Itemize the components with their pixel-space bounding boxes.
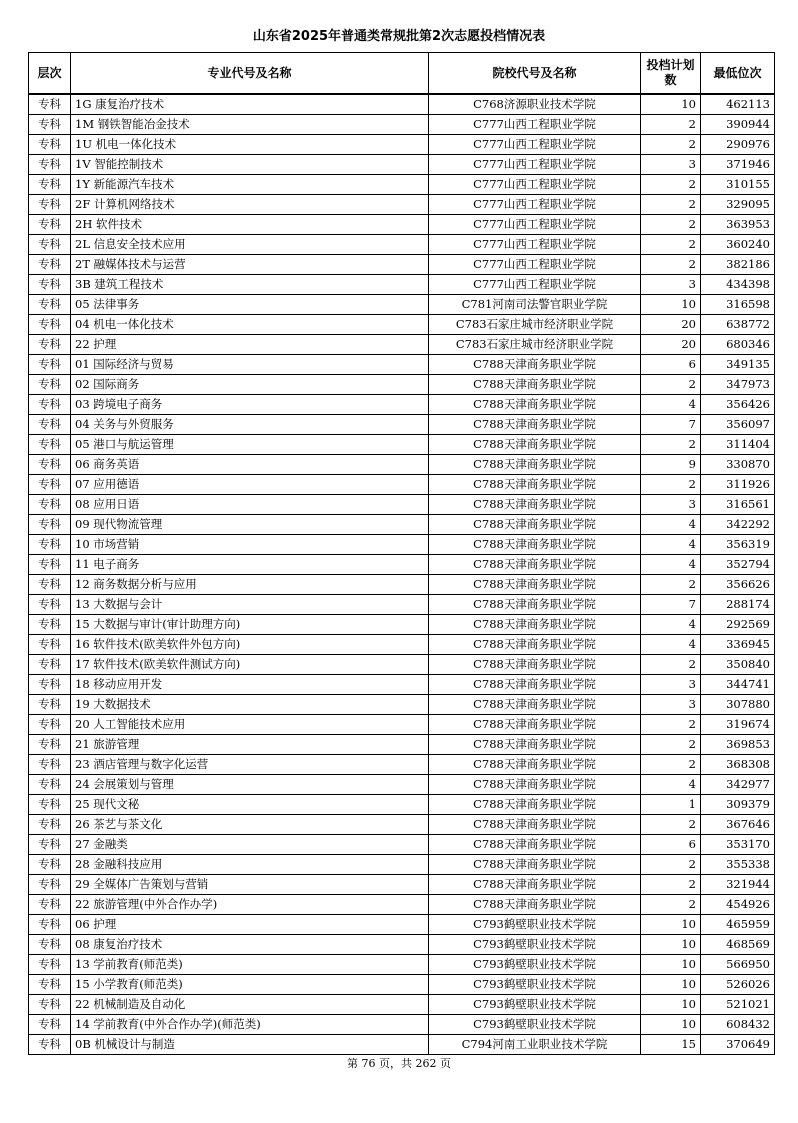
level-cell: 专科	[29, 94, 71, 115]
table-row	[29, 115, 775, 135]
table-body	[29, 94, 775, 1055]
plan-cell: 7	[641, 415, 701, 435]
plan-cell: 6	[641, 835, 701, 855]
table-row	[29, 935, 775, 955]
plan-cell: 10	[641, 94, 701, 115]
school-cell: C788天津商务职业学院	[429, 495, 641, 515]
rank-cell: 292569	[701, 615, 775, 635]
level-cell: 专科	[29, 775, 71, 795]
rank-cell: 462113	[701, 94, 775, 115]
rank-cell: 608432	[701, 1015, 775, 1035]
table-row	[29, 1015, 775, 1035]
rank-cell: 311404	[701, 435, 775, 455]
level-cell: 专科	[29, 955, 71, 975]
table-row	[29, 915, 775, 935]
level-cell: 专科	[29, 495, 71, 515]
level-cell: 专科	[29, 855, 71, 875]
header-plan: 投档计划数	[641, 53, 701, 95]
level-cell: 专科	[29, 435, 71, 455]
plan-cell: 7	[641, 595, 701, 615]
school-cell: C788天津商务职业学院	[429, 815, 641, 835]
major-cell: 2L 信息安全技术应用	[71, 235, 429, 255]
school-cell: C788天津商务职业学院	[429, 735, 641, 755]
level-cell: 专科	[29, 635, 71, 655]
table-row	[29, 615, 775, 635]
level-cell: 专科	[29, 355, 71, 375]
school-cell: C788天津商务职业学院	[429, 875, 641, 895]
major-cell: 23 酒店管理与数字化运营	[71, 755, 429, 775]
table-row	[29, 235, 775, 255]
level-cell: 专科	[29, 375, 71, 395]
table-row	[29, 955, 775, 975]
major-cell: 11 电子商务	[71, 555, 429, 575]
plan-cell: 4	[641, 775, 701, 795]
school-cell: C783石家庄城市经济职业学院	[429, 335, 641, 355]
school-cell: C777山西工程职业学院	[429, 255, 641, 275]
level-cell: 专科	[29, 595, 71, 615]
school-cell: C793鹤壁职业技术学院	[429, 915, 641, 935]
plan-cell: 15	[641, 1035, 701, 1055]
rank-cell: 363953	[701, 215, 775, 235]
rank-cell: 355338	[701, 855, 775, 875]
header-level: 层次	[29, 53, 71, 95]
level-cell: 专科	[29, 735, 71, 755]
major-cell: 21 旅游管理	[71, 735, 429, 755]
plan-cell: 2	[641, 435, 701, 455]
rank-cell: 434398	[701, 275, 775, 295]
plan-cell: 2	[641, 215, 701, 235]
plan-cell: 10	[641, 1015, 701, 1035]
rank-cell: 330870	[701, 455, 775, 475]
school-cell: C793鹤壁职业技术学院	[429, 1015, 641, 1035]
major-cell: 28 金融科技应用	[71, 855, 429, 875]
rank-cell: 356626	[701, 575, 775, 595]
major-cell: 1V 智能控制技术	[71, 155, 429, 175]
level-cell: 专科	[29, 335, 71, 355]
level-cell: 专科	[29, 895, 71, 915]
major-cell: 03 跨境电子商务	[71, 395, 429, 415]
major-cell: 04 机电一体化技术	[71, 315, 429, 335]
rank-cell: 368308	[701, 755, 775, 775]
rank-cell: 310155	[701, 175, 775, 195]
school-cell: C788天津商务职业学院	[429, 835, 641, 855]
table-row	[29, 555, 775, 575]
rank-cell: 356426	[701, 395, 775, 415]
major-cell: 13 大数据与会计	[71, 595, 429, 615]
table-row	[29, 695, 775, 715]
table-row	[29, 975, 775, 995]
table-row	[29, 655, 775, 675]
major-cell: 07 应用德语	[71, 475, 429, 495]
school-cell: C777山西工程职业学院	[429, 115, 641, 135]
level-cell: 专科	[29, 155, 71, 175]
major-cell: 19 大数据技术	[71, 695, 429, 715]
rank-cell: 309379	[701, 795, 775, 815]
major-cell: 29 全媒体广告策划与营销	[71, 875, 429, 895]
level-cell: 专科	[29, 295, 71, 315]
table-row	[29, 755, 775, 775]
school-cell: C793鹤壁职业技术学院	[429, 935, 641, 955]
plan-cell: 2	[641, 655, 701, 675]
plan-cell: 9	[641, 455, 701, 475]
level-cell: 专科	[29, 115, 71, 135]
major-cell: 18 移动应用开发	[71, 675, 429, 695]
school-cell: C788天津商务职业学院	[429, 695, 641, 715]
school-cell: C783石家庄城市经济职业学院	[429, 315, 641, 335]
header-major: 专业代号及名称	[71, 53, 429, 95]
table-row	[29, 795, 775, 815]
major-cell: 01 国际经济与贸易	[71, 355, 429, 375]
major-cell: 15 小学教育(师范类)	[71, 975, 429, 995]
table-row	[29, 335, 775, 355]
page-title: 山东省2025年普通类常规批第2次志愿投档情况表	[252, 29, 546, 44]
table-row	[29, 875, 775, 895]
rank-cell: 350840	[701, 655, 775, 675]
school-cell: C788天津商务职业学院	[429, 615, 641, 635]
major-cell: 02 国际商务	[71, 375, 429, 395]
rank-cell: 468569	[701, 935, 775, 955]
school-cell: C788天津商务职业学院	[429, 775, 641, 795]
rank-cell: 370649	[701, 1035, 775, 1055]
major-cell: 08 应用日语	[71, 495, 429, 515]
major-cell: 22 机械制造及自动化	[71, 995, 429, 1015]
level-cell: 专科	[29, 755, 71, 775]
major-cell: 10 市场营销	[71, 535, 429, 555]
school-cell: C793鹤壁职业技术学院	[429, 995, 641, 1015]
rank-cell: 307880	[701, 695, 775, 715]
plan-cell: 2	[641, 735, 701, 755]
level-cell: 专科	[29, 1015, 71, 1035]
level-cell: 专科	[29, 975, 71, 995]
plan-cell: 2	[641, 375, 701, 395]
level-cell: 专科	[29, 915, 71, 935]
major-cell: 1G 康复治疗技术	[71, 94, 429, 115]
school-cell: C768济源职业技术学院	[429, 94, 641, 115]
rank-cell: 344741	[701, 675, 775, 695]
rank-cell: 526026	[701, 975, 775, 995]
major-cell: 22 旅游管理(中外合作办学)	[71, 895, 429, 915]
level-cell: 专科	[29, 555, 71, 575]
table-row	[29, 255, 775, 275]
school-cell: C777山西工程职业学院	[429, 175, 641, 195]
rank-cell: 353170	[701, 835, 775, 855]
table-row	[29, 375, 775, 395]
rank-cell: 316561	[701, 495, 775, 515]
level-cell: 专科	[29, 695, 71, 715]
major-cell: 1Y 新能源汽车技术	[71, 175, 429, 195]
rank-cell: 638772	[701, 315, 775, 335]
level-cell: 专科	[29, 835, 71, 855]
school-cell: C788天津商务职业学院	[429, 395, 641, 415]
level-cell: 专科	[29, 935, 71, 955]
plan-cell: 2	[641, 115, 701, 135]
major-cell: 16 软件技术(欧美软件外包方向)	[71, 635, 429, 655]
level-cell: 专科	[29, 175, 71, 195]
rank-cell: 521021	[701, 995, 775, 1015]
major-cell: 22 护理	[71, 335, 429, 355]
table-row	[29, 855, 775, 875]
level-cell: 专科	[29, 715, 71, 735]
school-cell: C788天津商务职业学院	[429, 575, 641, 595]
table-row	[29, 475, 775, 495]
school-cell: C788天津商务职业学院	[429, 415, 641, 435]
rank-cell: 342292	[701, 515, 775, 535]
table-row	[29, 895, 775, 915]
plan-cell: 10	[641, 955, 701, 975]
level-cell: 专科	[29, 475, 71, 495]
plan-cell: 2	[641, 755, 701, 775]
plan-cell: 10	[641, 295, 701, 315]
rank-cell: 390944	[701, 115, 775, 135]
level-cell: 专科	[29, 875, 71, 895]
school-cell: C788天津商务职业学院	[429, 675, 641, 695]
school-cell: C788天津商务职业学院	[429, 635, 641, 655]
table-row	[29, 515, 775, 535]
plan-cell: 10	[641, 975, 701, 995]
major-cell: 14 学前教育(中外合作办学)(师范类)	[71, 1015, 429, 1035]
rank-cell: 356319	[701, 535, 775, 555]
major-cell: 0B 机械设计与制造	[71, 1035, 429, 1055]
level-cell: 专科	[29, 135, 71, 155]
school-cell: C788天津商务职业学院	[429, 715, 641, 735]
major-cell: 1U 机电一体化技术	[71, 135, 429, 155]
rank-cell: 382186	[701, 255, 775, 275]
rank-cell: 465959	[701, 915, 775, 935]
major-cell: 20 人工智能技术应用	[71, 715, 429, 735]
rank-cell: 288174	[701, 595, 775, 615]
plan-cell: 20	[641, 315, 701, 335]
rank-cell: 680346	[701, 335, 775, 355]
level-cell: 专科	[29, 535, 71, 555]
table-row	[29, 315, 775, 335]
plan-cell: 2	[641, 175, 701, 195]
rank-cell: 290976	[701, 135, 775, 155]
school-cell: C788天津商务职业学院	[429, 435, 641, 455]
level-cell: 专科	[29, 455, 71, 475]
plan-cell: 2	[641, 815, 701, 835]
table-row	[29, 435, 775, 455]
school-cell: C788天津商务职业学院	[429, 855, 641, 875]
school-cell: C788天津商务职业学院	[429, 475, 641, 495]
table-row	[29, 775, 775, 795]
level-cell: 专科	[29, 215, 71, 235]
major-cell: 04 关务与外贸服务	[71, 415, 429, 435]
plan-cell: 3	[641, 675, 701, 695]
plan-cell: 10	[641, 935, 701, 955]
table-row	[29, 175, 775, 195]
school-cell: C788天津商务职业学院	[429, 555, 641, 575]
plan-cell: 3	[641, 275, 701, 295]
plan-cell: 2	[641, 855, 701, 875]
major-cell: 13 学前教育(师范类)	[71, 955, 429, 975]
major-cell: 08 康复治疗技术	[71, 935, 429, 955]
plan-cell: 4	[641, 635, 701, 655]
school-cell: C788天津商务职业学院	[429, 895, 641, 915]
plan-cell: 2	[641, 195, 701, 215]
plan-cell: 2	[641, 235, 701, 255]
rank-cell: 454926	[701, 895, 775, 915]
plan-cell: 3	[641, 495, 701, 515]
level-cell: 专科	[29, 655, 71, 675]
plan-cell: 4	[641, 555, 701, 575]
level-cell: 专科	[29, 275, 71, 295]
rank-cell: 336945	[701, 635, 775, 655]
level-cell: 专科	[29, 315, 71, 335]
table-row	[29, 155, 775, 175]
level-cell: 专科	[29, 255, 71, 275]
school-cell: C794河南工业职业技术学院	[429, 1035, 641, 1055]
rank-cell: 367646	[701, 815, 775, 835]
school-cell: C788天津商务职业学院	[429, 795, 641, 815]
major-cell: 25 现代文秘	[71, 795, 429, 815]
plan-cell: 10	[641, 995, 701, 1015]
rank-cell: 329095	[701, 195, 775, 215]
school-cell: C781河南司法警官职业学院	[429, 295, 641, 315]
rank-cell: 342977	[701, 775, 775, 795]
table-row	[29, 735, 775, 755]
school-cell: C788天津商务职业学院	[429, 455, 641, 475]
plan-cell: 2	[641, 875, 701, 895]
level-cell: 专科	[29, 815, 71, 835]
major-cell: 26 茶艺与茶文化	[71, 815, 429, 835]
table-row	[29, 595, 775, 615]
rank-cell: 371946	[701, 155, 775, 175]
table-row	[29, 275, 775, 295]
school-cell: C777山西工程职业学院	[429, 235, 641, 255]
table-row	[29, 535, 775, 555]
rank-cell: 347973	[701, 375, 775, 395]
rank-cell: 360240	[701, 235, 775, 255]
rank-cell: 316598	[701, 295, 775, 315]
major-cell: 05 港口与航运管理	[71, 435, 429, 455]
school-cell: C788天津商务职业学院	[429, 515, 641, 535]
plan-cell: 2	[641, 575, 701, 595]
rank-cell: 356097	[701, 415, 775, 435]
school-cell: C788天津商务职业学院	[429, 535, 641, 555]
level-cell: 专科	[29, 675, 71, 695]
table-row	[29, 94, 775, 115]
table-row	[29, 995, 775, 1015]
plan-cell: 20	[641, 335, 701, 355]
school-cell: C777山西工程职业学院	[429, 195, 641, 215]
table-row	[29, 635, 775, 655]
major-cell: 1M 钢铁智能冶金技术	[71, 115, 429, 135]
level-cell: 专科	[29, 235, 71, 255]
plan-cell: 2	[641, 135, 701, 155]
table-row	[29, 215, 775, 235]
plan-cell: 3	[641, 155, 701, 175]
major-cell: 24 会展策划与管理	[71, 775, 429, 795]
page-footer: 第 76 页，共 262 页	[347, 1057, 451, 1070]
plan-cell: 4	[641, 535, 701, 555]
rank-cell: 369853	[701, 735, 775, 755]
level-cell: 专科	[29, 415, 71, 435]
admission-table	[28, 52, 775, 1055]
level-cell: 专科	[29, 1035, 71, 1055]
rank-cell: 319674	[701, 715, 775, 735]
level-cell: 专科	[29, 195, 71, 215]
table-row	[29, 575, 775, 595]
plan-cell: 4	[641, 515, 701, 535]
level-cell: 专科	[29, 995, 71, 1015]
major-cell: 27 金融类	[71, 835, 429, 855]
major-cell: 09 现代物流管理	[71, 515, 429, 535]
table-row	[29, 355, 775, 375]
plan-cell: 2	[641, 255, 701, 275]
table-row	[29, 295, 775, 315]
rank-cell: 566950	[701, 955, 775, 975]
plan-cell: 2	[641, 895, 701, 915]
school-cell: C788天津商务职业学院	[429, 355, 641, 375]
header-school: 院校代号及名称	[429, 53, 641, 95]
school-cell: C788天津商务职业学院	[429, 655, 641, 675]
rank-cell: 352794	[701, 555, 775, 575]
table-row	[29, 815, 775, 835]
table-row	[29, 495, 775, 515]
school-cell: C793鹤壁职业技术学院	[429, 975, 641, 995]
plan-cell: 2	[641, 715, 701, 735]
rank-cell: 349135	[701, 355, 775, 375]
major-cell: 06 护理	[71, 915, 429, 935]
major-cell: 2T 融媒体技术与运营	[71, 255, 429, 275]
plan-cell: 4	[641, 395, 701, 415]
table-row	[29, 1035, 775, 1055]
major-cell: 15 大数据与审计(审计助理方向)	[71, 615, 429, 635]
plan-cell: 1	[641, 795, 701, 815]
table-row	[29, 455, 775, 475]
level-cell: 专科	[29, 515, 71, 535]
table-row	[29, 415, 775, 435]
table-row	[29, 195, 775, 215]
table-row	[29, 835, 775, 855]
table-row	[29, 395, 775, 415]
major-cell: 2H 软件技术	[71, 215, 429, 235]
rank-cell: 311926	[701, 475, 775, 495]
major-cell: 17 软件技术(欧美软件测试方向)	[71, 655, 429, 675]
table-row	[29, 135, 775, 155]
major-cell: 12 商务数据分析与应用	[71, 575, 429, 595]
school-cell: C788天津商务职业学院	[429, 375, 641, 395]
plan-cell: 3	[641, 695, 701, 715]
plan-cell: 4	[641, 615, 701, 635]
plan-cell: 10	[641, 915, 701, 935]
table-row	[29, 715, 775, 735]
table-row	[29, 675, 775, 695]
major-cell: 05 法律事务	[71, 295, 429, 315]
school-cell: C793鹤壁职业技术学院	[429, 955, 641, 975]
level-cell: 专科	[29, 795, 71, 815]
school-cell: C777山西工程职业学院	[429, 155, 641, 175]
school-cell: C788天津商务职业学院	[429, 755, 641, 775]
school-cell: C777山西工程职业学院	[429, 275, 641, 295]
level-cell: 专科	[29, 575, 71, 595]
school-cell: C777山西工程职业学院	[429, 135, 641, 155]
plan-cell: 2	[641, 475, 701, 495]
major-cell: 2F 计算机网络技术	[71, 195, 429, 215]
table-header-row	[29, 53, 775, 95]
major-cell: 06 商务英语	[71, 455, 429, 475]
rank-cell: 321944	[701, 875, 775, 895]
school-cell: C777山西工程职业学院	[429, 215, 641, 235]
major-cell: 3B 建筑工程技术	[71, 275, 429, 295]
school-cell: C788天津商务职业学院	[429, 595, 641, 615]
plan-cell: 6	[641, 355, 701, 375]
header-rank: 最低位次	[701, 53, 775, 95]
level-cell: 专科	[29, 615, 71, 635]
level-cell: 专科	[29, 395, 71, 415]
